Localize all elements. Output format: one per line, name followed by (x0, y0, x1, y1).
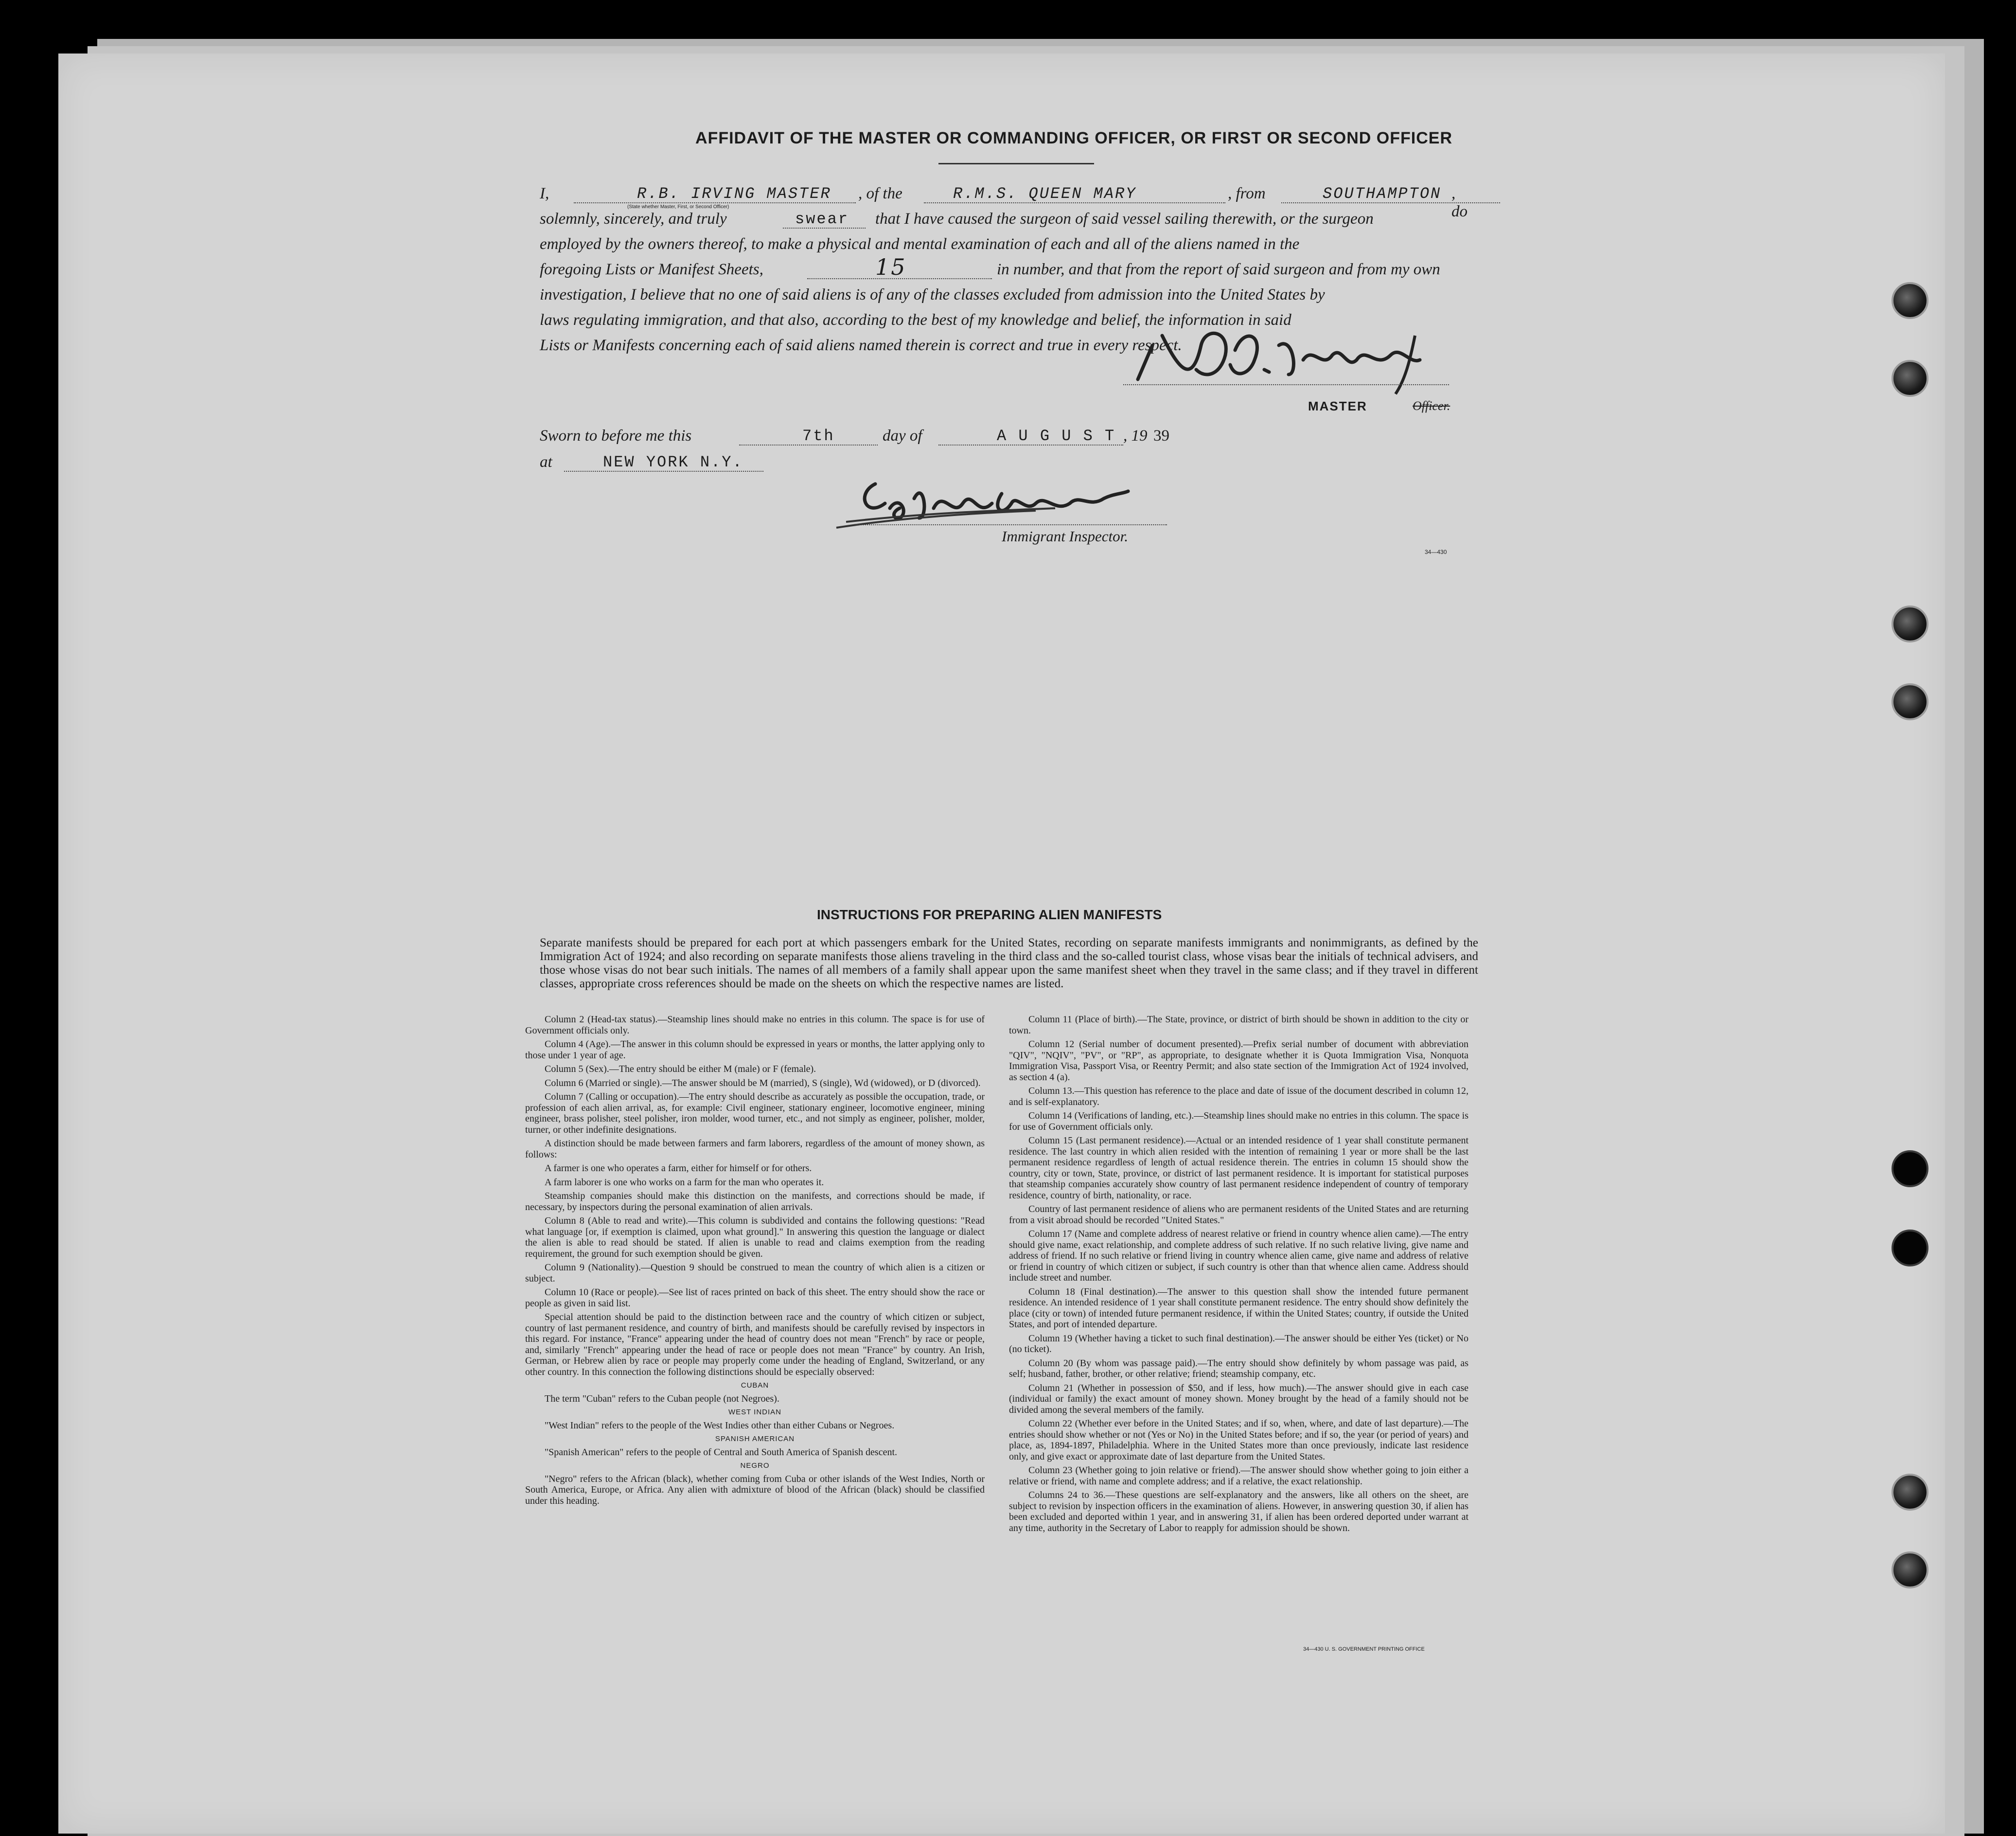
line1-do: , do (1451, 185, 1468, 220)
printing-office-footer: 34—430 U. S. GOVERNMENT PRINTING OFFICE (1303, 1646, 1425, 1652)
affidavit-title: AFFIDAVIT OF THE MASTER OR COMMANDING OFFICER, OR FIRST OR SECOND OFFICER (695, 129, 1452, 147)
instruction-paragraph: Column 2 (Head-tax status).—Steamship lines should make no entries in this column. The space is for use of Government officials only. (525, 1014, 985, 1036)
binder-hole-icon (1892, 1474, 1928, 1511)
spanish-american-definition: "Spanish American" refers to the people of Central and South America of Spanish descent. (545, 1446, 898, 1458)
place-field: NEW YORK N.Y. (603, 453, 743, 471)
struck-officer-word: Officer. (1413, 399, 1450, 413)
inspector-label: Immigrant Inspector. (1002, 528, 1129, 545)
instruction-paragraph: Column 22 (Whether ever before in the United States; and if so, when, where, and date of last departure).—The entries should show whether or not (Yes or No) in the United States before; and if so, the year (or period of years) and place, as, 1894-1897, Philadelphia. Where in the United States more than once previously, indicate last residence only, and give exact or approximate date of last departure from the United States. (1009, 1418, 1468, 1462)
spanish-american-heading: SPANISH AMERICAN (715, 1435, 795, 1443)
cuban-definition: The term "Cuban" refers to the Cuban people (not Negroes). (545, 1393, 779, 1404)
month-field: A U G U S T (997, 427, 1116, 445)
negro-definition: "Negro" refers to the African (black), whether coming from Cuba or other islands of the West Indies, North or South America, Europe, or Africa. Any alien with admixture of blood of the African (black) should be classified under this heading. (525, 1473, 985, 1506)
instruction-paragraph: Column 10 (Race or people).—See list of races printed on back of this sheet. The entry should show the race or people as given in said list. (525, 1287, 985, 1309)
vessel-name-field: R.M.S. QUEEN MARY (953, 185, 1137, 203)
instruction-paragraph: A farm laborer is one who works on a farm for the man who operates it. (545, 1176, 824, 1188)
instruction-paragraph: Special attention should be paid to the distinction between race and the country of which citizen or subject, country of last permanent residence, and country of birth, and manifests should be carefully revised by inspectors in this regard. For instance, "France" appearing under the head of country does not mean "French" by race or people, and, similarly "French" appearing under the head of race or people does not mean "France" by country. An Irish, German, or Hebrew alien by race or people may properly come under the heading of England, Switzerland, or any other country. In this connection the following distinctions should be especially observed: (525, 1312, 985, 1377)
instructions-left-column (525, 1014, 985, 1509)
port-field: SOUTHAMPTON (1323, 185, 1442, 203)
affidavit-line-5: investigation, I believe that no one of said aliens is of any of the classes excluded from admission into the United States by (540, 286, 1325, 303)
instruction-paragraph: Steamship companies should make this distinction on the manifests, and corrections should be made, if necessary, by inspectors during the personal examination of alien arrivals. (525, 1191, 985, 1212)
binder-hole-icon (1892, 1230, 1928, 1266)
instruction-paragraph: Columns 24 to 36.—These questions are self-explanatory and the answers, like all others on the sheet, are subject to revision by inspection officers in the examination of aliens. However, in answering question 30, if alien has been excluded and deported within 1 year, and in answering 31, if alien has been ordered deported under warrant at any time, authority in the Secretary of Labor to reapply for admission should be shown. (1009, 1490, 1468, 1533)
sheets-count-field: 15 (875, 254, 907, 280)
line1-from: , from (1228, 185, 1266, 202)
at-label: at (540, 453, 552, 471)
instruction-paragraph: Column 23 (Whether going to join relative or friend).—The answer should show whether going to join either a relative or friend, with name and complete address; and if a relative, the exact relationship. (1009, 1465, 1468, 1487)
line4-text-b: in number, and that from the report of said surgeon and from my own (997, 261, 1440, 278)
instruction-paragraph: A farmer is one who operates a farm, either for himself or for others. (545, 1163, 812, 1174)
binder-hole-icon (1892, 360, 1928, 397)
instructions-intro: Separate manifests should be prepared for each port at which passengers embark for the United States, recording on separate manifests immigrants and nonimmigrants, as defined by the Immigration Act of 1924; and also recording on separate manifests those aliens traveling in the third class and the so-called tourist class, whose visas bear the initials of technical advisers, and those whose visas do not bear such initials. The names of all members of a family shall appear upon the same manifest sheet when they travel in the same class; and if they travel in different classes, appropriate cross references should be made on the sheets on which the respective names are listed. (540, 936, 1478, 990)
west-indian-definition: "West Indian" refers to the people of the West Indies other than either Cubans or Negroes. (545, 1420, 895, 1431)
instruction-paragraph: Column 9 (Nationality).—Question 9 should be construed to mean the country of which alien is a citizen or subject. (525, 1262, 985, 1284)
instruction-paragraph: Column 11 (Place of birth).—The State, province, or district of birth should be shown in addition to the city or town. (1009, 1014, 1468, 1036)
instruction-paragraph: Column 17 (Name and complete address of nearest relative or friend in country whence alien came).—The entry should give name, exact relationship, and complete address of such relative. If no such relative living, give name and address of friend. If no such relative or friend living in country whence alien came, give name and address of relative or friend in country of which citizen or subject, if such country is other than that whence alien came. Address should include street and number. (1009, 1229, 1468, 1283)
binder-hole-icon (1892, 683, 1928, 720)
sworn-text-c: , 19 (1123, 427, 1148, 445)
line1-of-the: , of the (858, 185, 902, 202)
master-title: MASTER (1308, 399, 1367, 413)
line2-text-b: that I have caused the surgeon of said vessel sailing therewith, or the surgeon (875, 210, 1374, 228)
instruction-paragraph: Column 6 (Married or single).—The answer should be M (married), S (single), Wd (widowed), or D (divorced). (545, 1077, 981, 1088)
affidavit-line-4 (540, 254, 1464, 288)
instruction-paragraph: Column 12 (Serial number of document presented).—Prefix serial number of document with abbreviation "QIV", "NQIV", "PV", or "RP", as appropriate, to designate whether it is Quota Immigration Visa, Nonquota Immigration Visa, Passport Visa, or Reentry Permit; and also state section of the Immigration Act of 1924 involved, as section 4 (a). (1009, 1039, 1468, 1083)
binder-hole-icon (1892, 1150, 1928, 1187)
form-number: 34—430 (1425, 549, 1447, 555)
affidavit-line-2 (540, 210, 1464, 237)
sworn-line (540, 427, 1464, 454)
signature-underline (1123, 384, 1449, 385)
line2-text-a: solemnly, sincerely, and truly (540, 210, 727, 228)
title-rule (938, 163, 1094, 164)
instruction-paragraph: Country of last permanent residence of aliens who are permanent residents of the United States and are returning from a visit abroad should be recorded "United States." (1009, 1204, 1468, 1226)
instruction-paragraph: Column 5 (Sex).—The entry should be either M (male) or F (female). (545, 1064, 816, 1074)
master-signature (1118, 316, 1468, 399)
binder-hole-icon (1892, 1551, 1928, 1588)
inspector-underline (856, 524, 1167, 525)
cuban-heading: CUBAN (741, 1381, 769, 1390)
affidavit-line-7: Lists or Manifests concerning each of said aliens named therein is correct and true in every respect. (540, 337, 1182, 354)
officer-rank-note: (State whether Master, First, or Second Officer) (627, 204, 729, 210)
instruction-paragraph: Column 7 (Calling or occupation).—The entry should describe as accurately as possible the occupation, trade, or profession of each alien arrival, as, for example: Civil engineer, stationary engineer, locomotive engineer, mining engineer, brass polisher, steel polisher, iron molder, wood turner, etc., and not simply as engineer, polisher, molder, turner, or other indefinite designations. (525, 1091, 985, 1135)
sworn-text-a: Sworn to before me this (540, 427, 692, 445)
instruction-paragraph: Column 18 (Final destination).—The answer to this question shall show the intended future permanent residence. An intended residence of 1 year shall constitute permanent residence. The entry should show definitely the place (city or town) of intended future permanent residence, if within the United States; country, if outside the United States, and port of intended departure. (1009, 1286, 1468, 1330)
instruction-paragraph: Column 13.—This question has reference to the place and date of issue of the document described in column 12, and is self-explanatory. (1009, 1086, 1468, 1107)
instruction-paragraph: Column 19 (Whether having a ticket to such final destination).—The answer should be either Yes (ticket) or No (no ticket). (1009, 1333, 1468, 1355)
line1-prefix: I, (540, 185, 549, 202)
instructions-title: INSTRUCTIONS FOR PREPARING ALIEN MANIFESTS (817, 907, 1162, 922)
sworn-text-b: day of (883, 427, 922, 445)
oath-field: swear (795, 210, 849, 228)
affidavit-line-6: laws regulating immigration, and that also, according to the best of my knowledge and belief, the information in said (540, 311, 1291, 329)
officer-name-field: R.B. IRVING MASTER (637, 185, 831, 203)
line4-text-a: foregoing Lists or Manifest Sheets, (540, 261, 763, 278)
instruction-paragraph: Column 15 (Last permanent residence).—Actual or an intended residence of 1 year shall constitute permanent residence. The last country in which alien resided with the intention of remaining 1 year or more shall be the last permanent residence regardless of length of actual residence therein. The entries in column 15 should show the country, city or town, State, province, or district of last permanent residence. It is important for statistical purposes that steamship companies accurately show country of last permanent residence independent of country of temporary residence, country of birth, nationality, or race. (1009, 1135, 1468, 1201)
instruction-paragraph: Column 20 (By whom was passage paid).—The entry should show definitely by whom passage was paid, as self; husband, father, brother, or other relative; friend; steamship company, etc. (1009, 1357, 1468, 1379)
instruction-paragraph: Column 21 (Whether in possession of $50, and if less, how much).—The answer should give in each case (individual or family) the exact amount of money shown. Money brought by the head of a family should not be divided among the several members of the family. (1009, 1382, 1468, 1415)
instruction-paragraph: Column 4 (Age).—The answer in this column should be expressed in years or months, the latter applying only to those under 1 year of age. (525, 1039, 985, 1061)
instruction-paragraph: Column 14 (Verifications of landing, etc.).—Steamship lines should make no entries in this column. The space is for use of Government officials only. (1009, 1110, 1468, 1132)
year-field: 39 (1153, 427, 1169, 445)
instructions-right-column (1009, 1014, 1468, 1536)
binder-hole-icon (1892, 606, 1928, 642)
binder-hole-icon (1892, 282, 1928, 319)
affidavit-line-3: employed by the owners thereof, to make a physical and mental examination of each and all of the aliens named in the (540, 235, 1300, 253)
west-indian-heading: WEST INDIAN (728, 1408, 782, 1416)
negro-heading: NEGRO (740, 1462, 770, 1470)
day-field: 7th (802, 427, 835, 445)
instruction-paragraph: Column 8 (Able to read and write).—This column is subdivided and contains the following questions: "Read what language [or, if exemption is claimed, upon what ground]." In answering this question the language or dialect the alien is able to read should be stated. If alien is unable to read and claims exemption from the reading requirement, the ground for such exemption should be given. (525, 1215, 985, 1259)
instruction-paragraph: A distinction should be made between farmers and farm laborers, regardless of the amount of money shown, as follows: (525, 1138, 985, 1160)
